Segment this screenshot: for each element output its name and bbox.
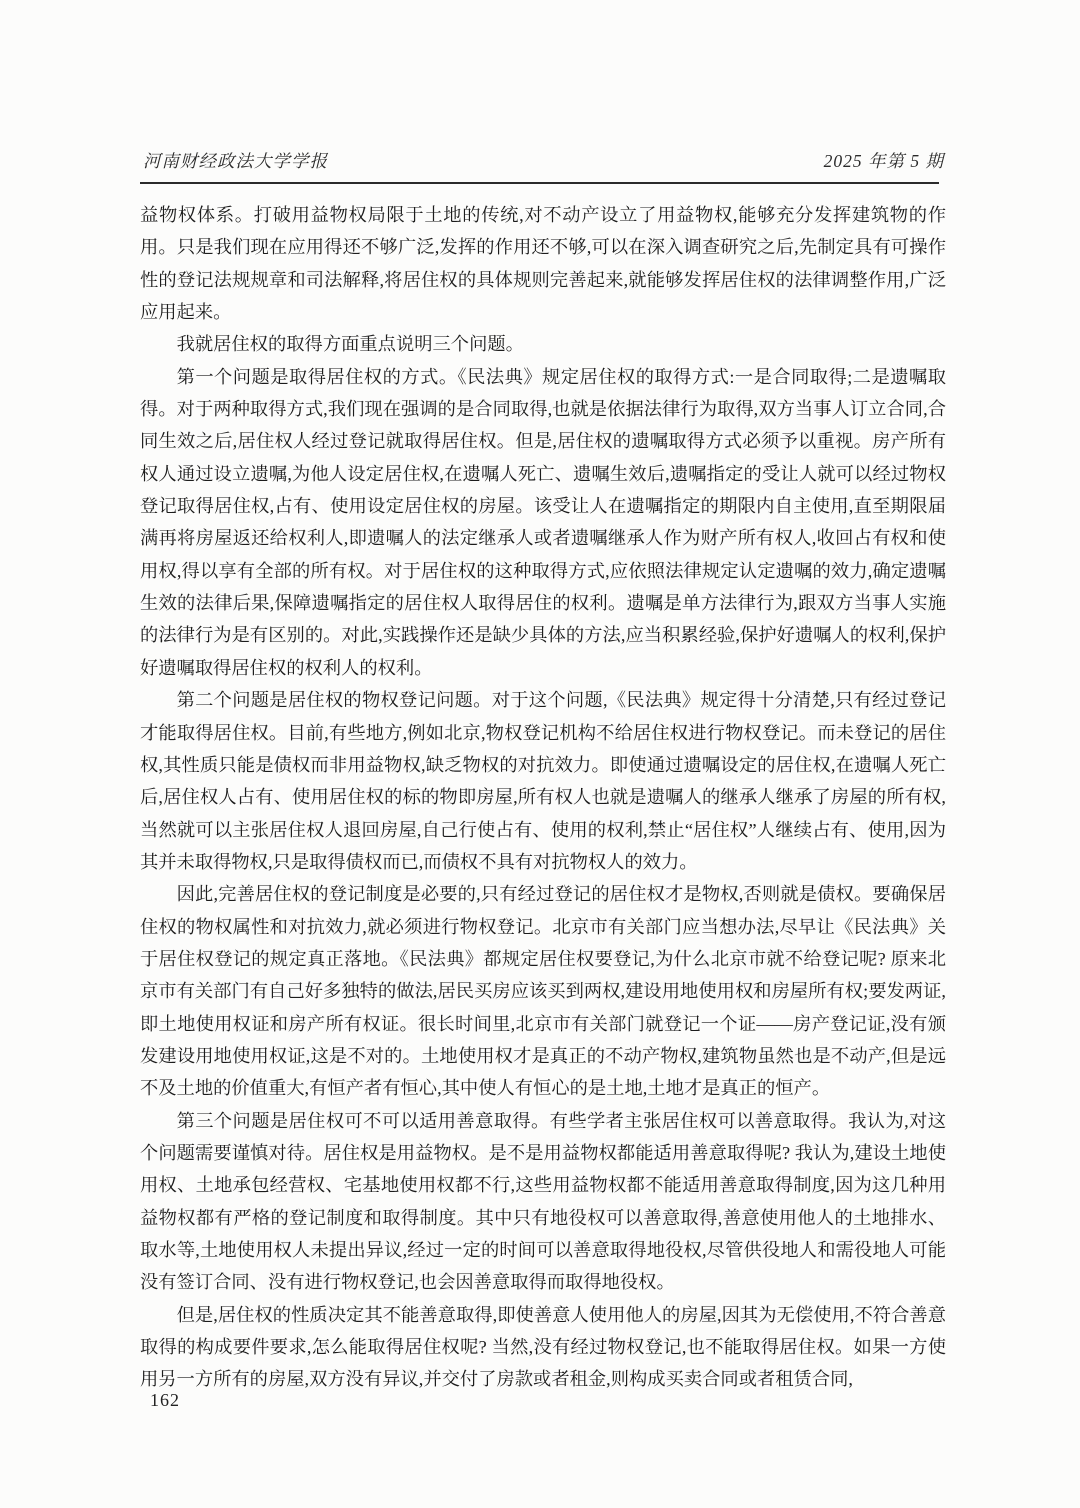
paragraph-first-issue: 第一个问题是取得居住权的方式。《民法典》规定居住权的取得方式:一是合同取得;二是遗嘱取得。对于两种取得方式,我们现在强调的是合同取得,也就是依据法律行为取得,双方当事人订立合同,合同生效之后,居住权人经过登记就取得居住权。但是,居住权的遗嘱取得方式必须予以重视。房产所有权人通过设立遗嘱,为他人设定居住权,在遗嘱人死亡、遗嘱生效后,遗嘱指定的受让人就可以经过物权登记取得居住权,占有、使用设定居住权的房屋。该受让人在遗嘱指定的期限内自主使用,直至期限届满再将房屋返还给权利人,即遗嘱人的法定继承人或者遗嘱继承人作为财产所有权人,收回占有权和使用权,得以享有全部的所有权。对于居住权的这种取得方式,应依照法律规定认定遗嘱的效力,确定遗嘱生效的法律后果,保障遗嘱指定的居住权人取得居住的权利。遗嘱是单方法律行为,跟双方当事人实施的法律行为是有区别的。对此,实践操作还是缺少具体的方法,应当积累经验,保护好遗嘱人的权利,保护好遗嘱取得居住权的权利人的权利。 xyxy=(140,366,946,678)
article-body xyxy=(140,199,946,1396)
header-rule xyxy=(140,182,939,184)
running-head xyxy=(140,148,946,173)
paragraph-conclusion: 但是,居住权的性质决定其不能善意取得,即使善意人使用他人的房屋,因其为无偿使用,不符合善意取得的构成要件要求,怎么能取得居住权呢? 当然,没有经过物权登记,也不能取得居住权。如果一方使用另一方所有的房屋,双方没有异议,并交付了房款或者租金,则构成买卖合同或者租赁合同, xyxy=(140,1304,946,1390)
paragraph-third-issue: 第三个问题是居住权可不可以适用善意取得。有些学者主张居住权可以善意取得。我认为,对这个问题需要谨慎对待。居住权是用益物权。是不是用益物权都能适用善意取得呢? 我认为,建设土地使用权、土地承包经营权、宅基地使用权都不行,这些用益物权都不能适用善意取得制度,因为这几种用益物权都有严格的登记制度和取得制度。其中只有地役权可以善意取得,善意使用他人的土地排水、取水等,土地使用权人未提出异议,经过一定的时间可以善意取得地役权,尽管供役地人和需役地人可能没有签订合同、没有进行物权登记,也会因善意取得而取得地役权。 xyxy=(140,1110,946,1293)
paragraph-continuation: 益物权体系。打破用益物权局限于土地的传统,对不动产设立了用益物权,能够充分发挥建筑物的作用。只是我们现在应用得还不够广泛,发挥的作用还不够,可以在深入调查研究之后,先制定具有可操作性的登记法规规章和司法解释,将居住权的具体规则完善起来,就能够发挥居住权的法律调整作用,广泛应用起来。 xyxy=(140,205,946,323)
paragraph-registration: 因此,完善居住权的登记制度是必要的,只有经过登记的居住权才是物权,否则就是债权。要确保居住权的物权属性和对抗效力,就必须进行物权登记。北京市有关部门应当想办法,尽早让《民法典》关于居住权登记的规定真正落地。《民法典》都规定居住权要登记,为什么北京市就不给登记呢? 原来北京市有关部门有自己好多独特的做法,居民买房应该买到两权,建设用地使用权和房屋所有权;要发两证,即土地使用权证和房产所有权证。很长时间里,北京市有关部门就登记一个证——房产登记证,没有颁发建设用地使用权证,这是不对的。土地使用权才是真正的不动产物权,建筑物虽然也是不动产,但是远不及土地的价值重大,有恒产者有恒心,其中使人有恒心的是土地,土地才是真正的恒产。 xyxy=(140,884,946,1099)
journal-title: 河南财经政法大学学报 xyxy=(143,151,328,171)
issue-label: 2025 年第 5 期 xyxy=(823,151,944,171)
paragraph-intro: 我就居住权的取得方面重点说明三个问题。 xyxy=(176,334,524,355)
page-content xyxy=(140,148,946,1396)
page-number: 162 xyxy=(150,1390,180,1410)
paragraph-second-issue: 第二个问题是居住权的物权登记问题。对于这个问题,《民法典》规定得十分清楚,只有经过登记才能取得居住权。目前,有些地方,例如北京,物权登记机构不给居住权进行物权登记。而未登记的居住权,其性质只能是债权而非用益物权,缺乏物权的对抗效力。即使通过遗嘱设定的居住权,在遗嘱人死亡后,居住权人占有、使用居住权的标的物即房屋,所有权人也就是遗嘱人的继承人继承了房屋的所有权,当然就可以主张居住权人退回房屋,自己行使占有、使用的权利,禁止“居住权”人继续占有、使用,因为其并未取得物权,只是取得债权而已,而债权不具有对抗物权人的效力。 xyxy=(140,690,946,872)
